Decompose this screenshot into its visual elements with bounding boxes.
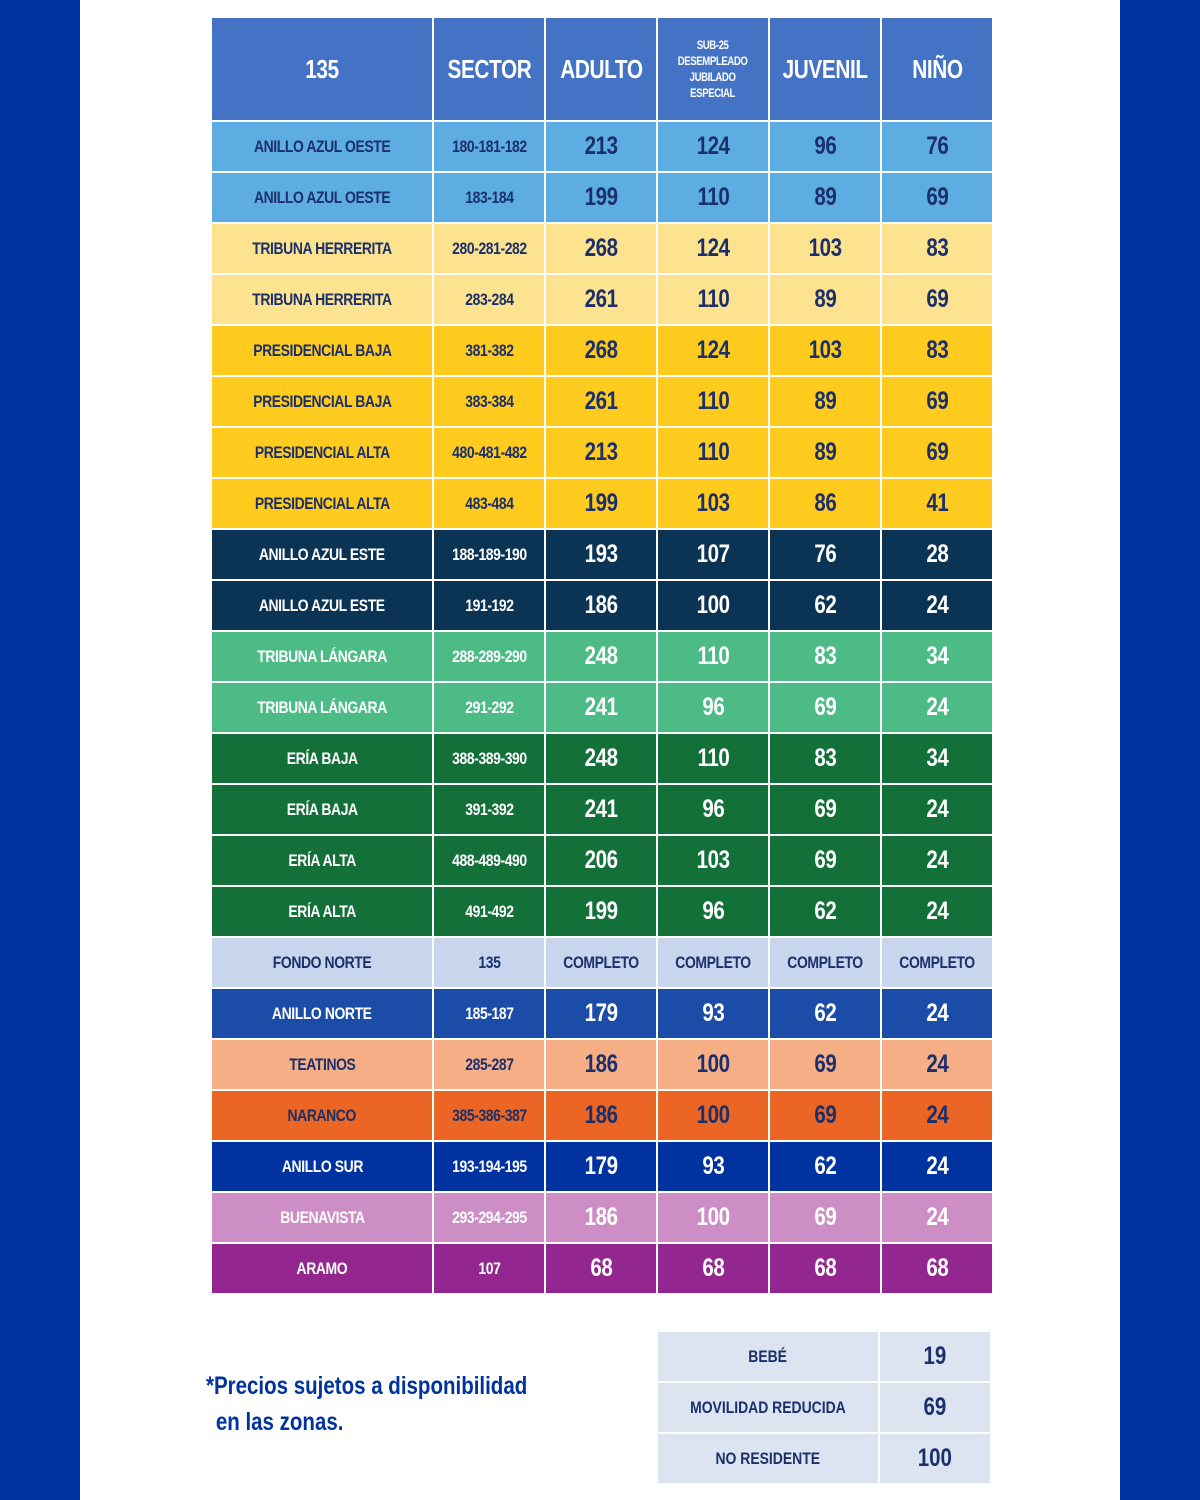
- cell-nino: 24: [882, 1142, 992, 1191]
- cell-zone: ERÍA ALTA: [212, 887, 432, 936]
- cell-sub25: 110: [658, 734, 768, 783]
- cell-nino: 68: [882, 1244, 992, 1293]
- cell-juvenil: 69: [770, 836, 880, 885]
- cell-sector: 381-382: [434, 326, 544, 375]
- cell-adulto: 241: [546, 785, 656, 834]
- cell-zone: PRESIDENCIAL ALTA: [212, 479, 432, 528]
- header-zone: 135: [212, 18, 432, 120]
- cell-nino: 69: [882, 173, 992, 222]
- cell-adulto: 186: [546, 1193, 656, 1242]
- cell-zone: PRESIDENCIAL ALTA: [212, 428, 432, 477]
- cell-nino: 24: [882, 785, 992, 834]
- table-row: [212, 428, 992, 477]
- cell-nino: 83: [882, 326, 992, 375]
- extra-label: NO RESIDENTE: [658, 1434, 878, 1483]
- cell-juvenil: 69: [770, 1040, 880, 1089]
- cell-sub25: 110: [658, 428, 768, 477]
- cell-sub25: COMPLETO: [658, 938, 768, 987]
- cell-zone: PRESIDENCIAL BAJA: [212, 326, 432, 375]
- cell-adulto: 268: [546, 326, 656, 375]
- extra-label: MOVILIDAD REDUCIDA: [658, 1383, 878, 1432]
- cell-zone: FONDO NORTE: [212, 938, 432, 987]
- cell-adulto: 68: [546, 1244, 656, 1293]
- cell-juvenil: 69: [770, 1193, 880, 1242]
- cell-sub25: 93: [658, 1142, 768, 1191]
- cell-adulto: 179: [546, 989, 656, 1038]
- cell-sub25: 124: [658, 326, 768, 375]
- cell-juvenil: 62: [770, 581, 880, 630]
- cell-adulto: 248: [546, 734, 656, 783]
- cell-sector: 488-489-490: [434, 836, 544, 885]
- cell-sector: 191-192: [434, 581, 544, 630]
- cell-adulto: 261: [546, 377, 656, 426]
- cell-nino: 69: [882, 428, 992, 477]
- table-row: [212, 479, 992, 528]
- extra-row-bebe: [658, 1332, 990, 1381]
- cell-adulto: 206: [546, 836, 656, 885]
- table-row: [212, 275, 992, 324]
- cell-zone: ANILLO AZUL ESTE: [212, 530, 432, 579]
- table-row: [212, 1244, 992, 1293]
- cell-sub25: 96: [658, 683, 768, 732]
- cell-zone: TRIBUNA LÁNGARA: [212, 632, 432, 681]
- cell-sector: 183-184: [434, 173, 544, 222]
- cell-zone: ANILLO NORTE: [212, 989, 432, 1038]
- cell-sector: 483-484: [434, 479, 544, 528]
- table-row: [212, 326, 992, 375]
- table-row: [212, 989, 992, 1038]
- cell-adulto: 199: [546, 173, 656, 222]
- cell-sector: 385-386-387: [434, 1091, 544, 1140]
- cell-sector: 285-287: [434, 1040, 544, 1089]
- cell-sector: 388-389-390: [434, 734, 544, 783]
- table-row: [212, 224, 992, 273]
- cell-sector: 185-187: [434, 989, 544, 1038]
- cell-zone: TRIBUNA HERRERITA: [212, 224, 432, 273]
- table-row: [212, 122, 992, 171]
- cell-zone: ERÍA BAJA: [212, 734, 432, 783]
- table-header-row: [212, 18, 992, 120]
- cell-juvenil: 62: [770, 887, 880, 936]
- footnote-line1: *Precios sujetos a disponibilidad: [206, 1372, 528, 1400]
- cell-juvenil: 69: [770, 1091, 880, 1140]
- cell-sector: 180-181-182: [434, 122, 544, 171]
- header-sector: SECTOR: [434, 18, 544, 120]
- cell-zone: ERÍA BAJA: [212, 785, 432, 834]
- cell-sub25: 103: [658, 479, 768, 528]
- cell-nino: 69: [882, 275, 992, 324]
- cell-juvenil: 62: [770, 989, 880, 1038]
- cell-juvenil: 96: [770, 122, 880, 171]
- cell-sub25: 103: [658, 836, 768, 885]
- cell-nino: 28: [882, 530, 992, 579]
- cell-sub25: 100: [658, 1040, 768, 1089]
- cell-sector: 293-294-295: [434, 1193, 544, 1242]
- left-side-band: [0, 0, 80, 1500]
- cell-adulto: 186: [546, 581, 656, 630]
- header-sub25: SUB-25 DESEMPLEADO JUBILADO ESPECIAL: [658, 18, 768, 120]
- cell-sub25: 124: [658, 122, 768, 171]
- cell-sub25: 96: [658, 887, 768, 936]
- cell-zone: TEATINOS: [212, 1040, 432, 1089]
- cell-adulto: 213: [546, 122, 656, 171]
- cell-nino: 24: [882, 989, 992, 1038]
- cell-adulto: 199: [546, 479, 656, 528]
- cell-sector: 193-194-195: [434, 1142, 544, 1191]
- cell-nino: 24: [882, 1091, 992, 1140]
- cell-adulto: 179: [546, 1142, 656, 1191]
- cell-nino: 24: [882, 1040, 992, 1089]
- cell-sector: 283-284: [434, 275, 544, 324]
- table-row: [212, 734, 992, 783]
- cell-sub25: 110: [658, 632, 768, 681]
- cell-adulto: 248: [546, 632, 656, 681]
- header-adulto: ADULTO: [546, 18, 656, 120]
- footnote: [206, 1368, 546, 1440]
- cell-nino: 34: [882, 734, 992, 783]
- table-row: [212, 1091, 992, 1140]
- cell-juvenil: 89: [770, 173, 880, 222]
- cell-adulto: COMPLETO: [546, 938, 656, 987]
- cell-juvenil: 103: [770, 326, 880, 375]
- table-row: [212, 785, 992, 834]
- cell-juvenil: 83: [770, 734, 880, 783]
- cell-adulto: 186: [546, 1040, 656, 1089]
- cell-nino: 24: [882, 836, 992, 885]
- cell-sub25: 110: [658, 275, 768, 324]
- table-row: [212, 1142, 992, 1191]
- table-row: [212, 530, 992, 579]
- cell-sector: 280-281-282: [434, 224, 544, 273]
- cell-juvenil: 86: [770, 479, 880, 528]
- table-row: [212, 938, 992, 987]
- cell-adulto: 241: [546, 683, 656, 732]
- cell-adulto: 186: [546, 1091, 656, 1140]
- extra-value: 69: [880, 1383, 990, 1432]
- cell-sub25: 93: [658, 989, 768, 1038]
- cell-sector: 107: [434, 1244, 544, 1293]
- cell-sector: 188-189-190: [434, 530, 544, 579]
- cell-zone: ANILLO SUR: [212, 1142, 432, 1191]
- cell-juvenil: COMPLETO: [770, 938, 880, 987]
- cell-nino: 24: [882, 683, 992, 732]
- cell-sub25: 124: [658, 224, 768, 273]
- cell-sub25: 68: [658, 1244, 768, 1293]
- cell-zone: ARAMO: [212, 1244, 432, 1293]
- cell-sector: 391-392: [434, 785, 544, 834]
- table-row: [212, 836, 992, 885]
- cell-juvenil: 76: [770, 530, 880, 579]
- cell-juvenil: 89: [770, 377, 880, 426]
- cell-zone: ANILLO AZUL ESTE: [212, 581, 432, 630]
- cell-juvenil: 69: [770, 785, 880, 834]
- cell-nino: COMPLETO: [882, 938, 992, 987]
- extra-value: 19: [880, 1332, 990, 1381]
- cell-zone: BUENAVISTA: [212, 1193, 432, 1242]
- cell-nino: 24: [882, 581, 992, 630]
- cell-sector: 480-481-482: [434, 428, 544, 477]
- table-row: [212, 1193, 992, 1242]
- table-row: [212, 581, 992, 630]
- extra-value: 100: [880, 1434, 990, 1483]
- cell-nino: 76: [882, 122, 992, 171]
- cell-zone: ANILLO AZUL OESTE: [212, 122, 432, 171]
- cell-sector: 383-384: [434, 377, 544, 426]
- cell-nino: 83: [882, 224, 992, 273]
- header-nino: NIÑO: [882, 18, 992, 120]
- cell-adulto: 213: [546, 428, 656, 477]
- cell-juvenil: 83: [770, 632, 880, 681]
- table-row: [212, 173, 992, 222]
- table-row: [212, 887, 992, 936]
- footnote-line2: en las zonas.: [215, 1408, 344, 1436]
- cell-sector: 135: [434, 938, 544, 987]
- cell-adulto: 193: [546, 530, 656, 579]
- cell-sector: 288-289-290: [434, 632, 544, 681]
- cell-zone: TRIBUNA LÁNGARA: [212, 683, 432, 732]
- cell-nino: 34: [882, 632, 992, 681]
- right-side-band: [1120, 0, 1200, 1500]
- extra-prices-table: [656, 1330, 992, 1485]
- cell-zone: ANILLO AZUL OESTE: [212, 173, 432, 222]
- cell-zone: TRIBUNA HERRERITA: [212, 275, 432, 324]
- cell-juvenil: 62: [770, 1142, 880, 1191]
- extra-row-no-residente: [658, 1434, 990, 1483]
- cell-juvenil: 103: [770, 224, 880, 273]
- header-juvenil: JUVENIL: [770, 18, 880, 120]
- price-table: [210, 16, 994, 1295]
- cell-zone: NARANCO: [212, 1091, 432, 1140]
- cell-sub25: 110: [658, 173, 768, 222]
- cell-zone: PRESIDENCIAL BAJA: [212, 377, 432, 426]
- cell-nino: 24: [882, 1193, 992, 1242]
- cell-juvenil: 68: [770, 1244, 880, 1293]
- table-row: [212, 632, 992, 681]
- cell-juvenil: 69: [770, 683, 880, 732]
- cell-sub25: 100: [658, 1193, 768, 1242]
- cell-sub25: 100: [658, 1091, 768, 1140]
- cell-sub25: 110: [658, 377, 768, 426]
- cell-sub25: 96: [658, 785, 768, 834]
- cell-sub25: 107: [658, 530, 768, 579]
- extra-label: BEBÉ: [658, 1332, 878, 1381]
- table-row: [212, 683, 992, 732]
- cell-nino: 69: [882, 377, 992, 426]
- cell-sector: 291-292: [434, 683, 544, 732]
- table-row: [212, 1040, 992, 1089]
- cell-adulto: 268: [546, 224, 656, 273]
- cell-juvenil: 89: [770, 428, 880, 477]
- cell-adulto: 261: [546, 275, 656, 324]
- cell-sector: 491-492: [434, 887, 544, 936]
- cell-zone: ERÍA ALTA: [212, 836, 432, 885]
- table-row: [212, 377, 992, 426]
- cell-nino: 24: [882, 887, 992, 936]
- cell-nino: 41: [882, 479, 992, 528]
- cell-juvenil: 89: [770, 275, 880, 324]
- cell-sub25: 100: [658, 581, 768, 630]
- extra-row-movilidad: [658, 1383, 990, 1432]
- cell-adulto: 199: [546, 887, 656, 936]
